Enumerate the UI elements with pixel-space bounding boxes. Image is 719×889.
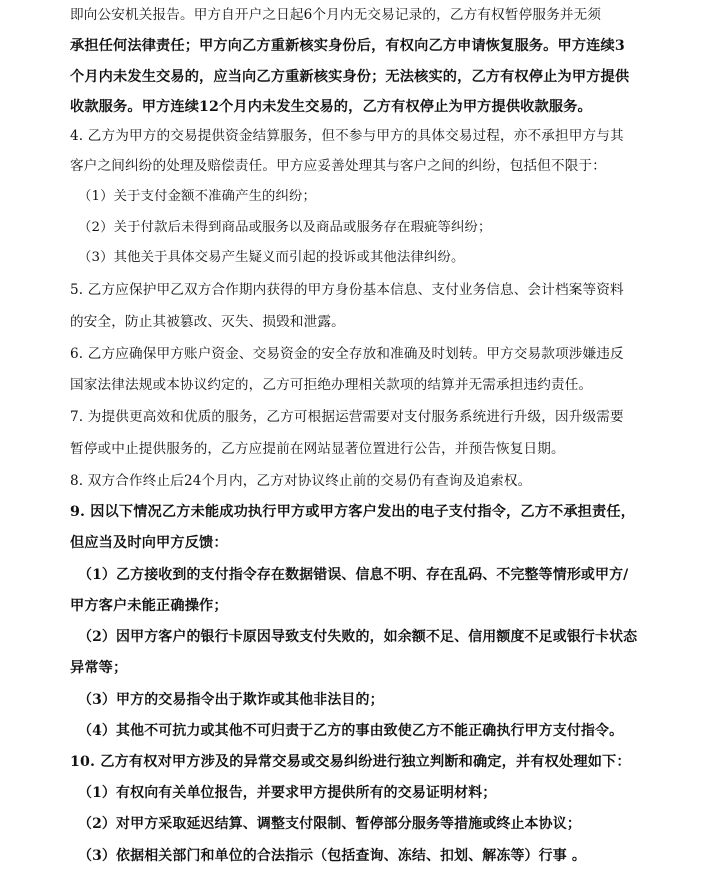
text-line: 客户之间纠纷的处理及赔偿责任。甲方应妥善处理其与客户之间的纠纷，包括但不限于： [70, 158, 607, 174]
text-line: 承担任何法律责任；甲方向乙方重新核实身份后，有权向乙方申请恢复服务。甲方连续3 [70, 38, 625, 54]
text-line: 甲方客户未能正确操作； [70, 598, 228, 614]
text-line: 个月内未发生交易的，应当向乙方重新核实身份；无法核实的，乙方有权停止为甲方提供 [70, 69, 630, 85]
text-line: 7. 为提供更高效和优质的服务，乙方可根据运营需要对支付服务系统进行升级，因升级需要 [70, 409, 624, 425]
list-item: （3）其他关于具体交易产生疑义而引起的投诉或其他法律纠纷。 [78, 250, 465, 265]
list-item: （2）关于付款后未得到商品或服务以及商品或服务存在瑕疵等纠纷； [78, 220, 492, 235]
text-line: 国家法律法规或本协议约定的，乙方可拒绝办理相关款项的结算并无需承担违约责任。 [70, 377, 593, 393]
text-line: 暂停或中止提供服务的，乙方应提前在网站显著位置进行公告，并预告恢复日期。 [70, 441, 565, 457]
text-line: 即向公安机关报告。甲方自开户之日起6个月内无交易记录的，乙方有权暂停服务并无须 [70, 7, 602, 23]
text-line: 但应当及时向甲方反馈： [70, 535, 228, 551]
text-line: 8. 双方合作终止后24个月内，乙方对协议终止前的交易仍有查询及追索权。 [70, 473, 532, 489]
list-item: （3）甲方的交易指令出于欺诈或其他非法目的； [78, 692, 384, 708]
text-line: 异常等； [70, 660, 128, 676]
list-item: （2）因甲方客户的银行卡原因导致支付失败的，如余额不足、信用额度不足或银行卡状态 [78, 629, 638, 645]
text-line: 9. 因以下情况乙方未能成功执行甲方或甲方客户发出的电子支付指令，乙方不承担责任， [70, 504, 636, 520]
list-item: （1）关于支付金额不准确产生的纠纷； [78, 189, 317, 204]
text-line: 10. 乙方有权对甲方涉及的异常交易或交易纠纷进行独立判断和确定，并有权处理如下： [70, 754, 631, 770]
list-item: （3）依据相关部门和单位的合法指示（包括查询、冻结、扣划、解冻等）行事 。 [78, 848, 586, 864]
list-item: （1）有权向有关单位报告，并要求甲方提供所有的交易证明材料； [78, 785, 497, 801]
text-line: 的安全，防止其被篡改、灭失、损毁和泄露。 [70, 314, 345, 330]
list-item: （1）乙方接收到的支付指令存在数据错误、信息不明、存在乱码、不完整等情形或甲方/ [78, 567, 629, 583]
list-item: （4）其他不可抗力或其他不可归责于乙方的事由致使乙方不能正确执行甲方支付指令。 [78, 723, 624, 739]
list-item: （2）对甲方采取延迟结算、调整支付限制、暂停部分服务等措施或终止本协议； [78, 816, 581, 832]
text-line: 6. 乙方应确保甲方账户资金、交易资金的安全存放和准确及时划转。甲方交易款项涉嫌违反 [70, 346, 624, 362]
text-line: 5. 乙方应保护甲乙双方合作期内获得的甲方身份基本信息、支付业务信息、会计档案等资料 [70, 282, 624, 298]
text-line: 4. 乙方为甲方的交易提供资金结算服务，但不参与甲方的具体交易过程，亦不承担甲方与其 [70, 128, 624, 144]
text-line: 收款服务。甲方连续12个月内未发生交易的，乙方有权停止为甲方提供收款服务。 [70, 99, 592, 115]
